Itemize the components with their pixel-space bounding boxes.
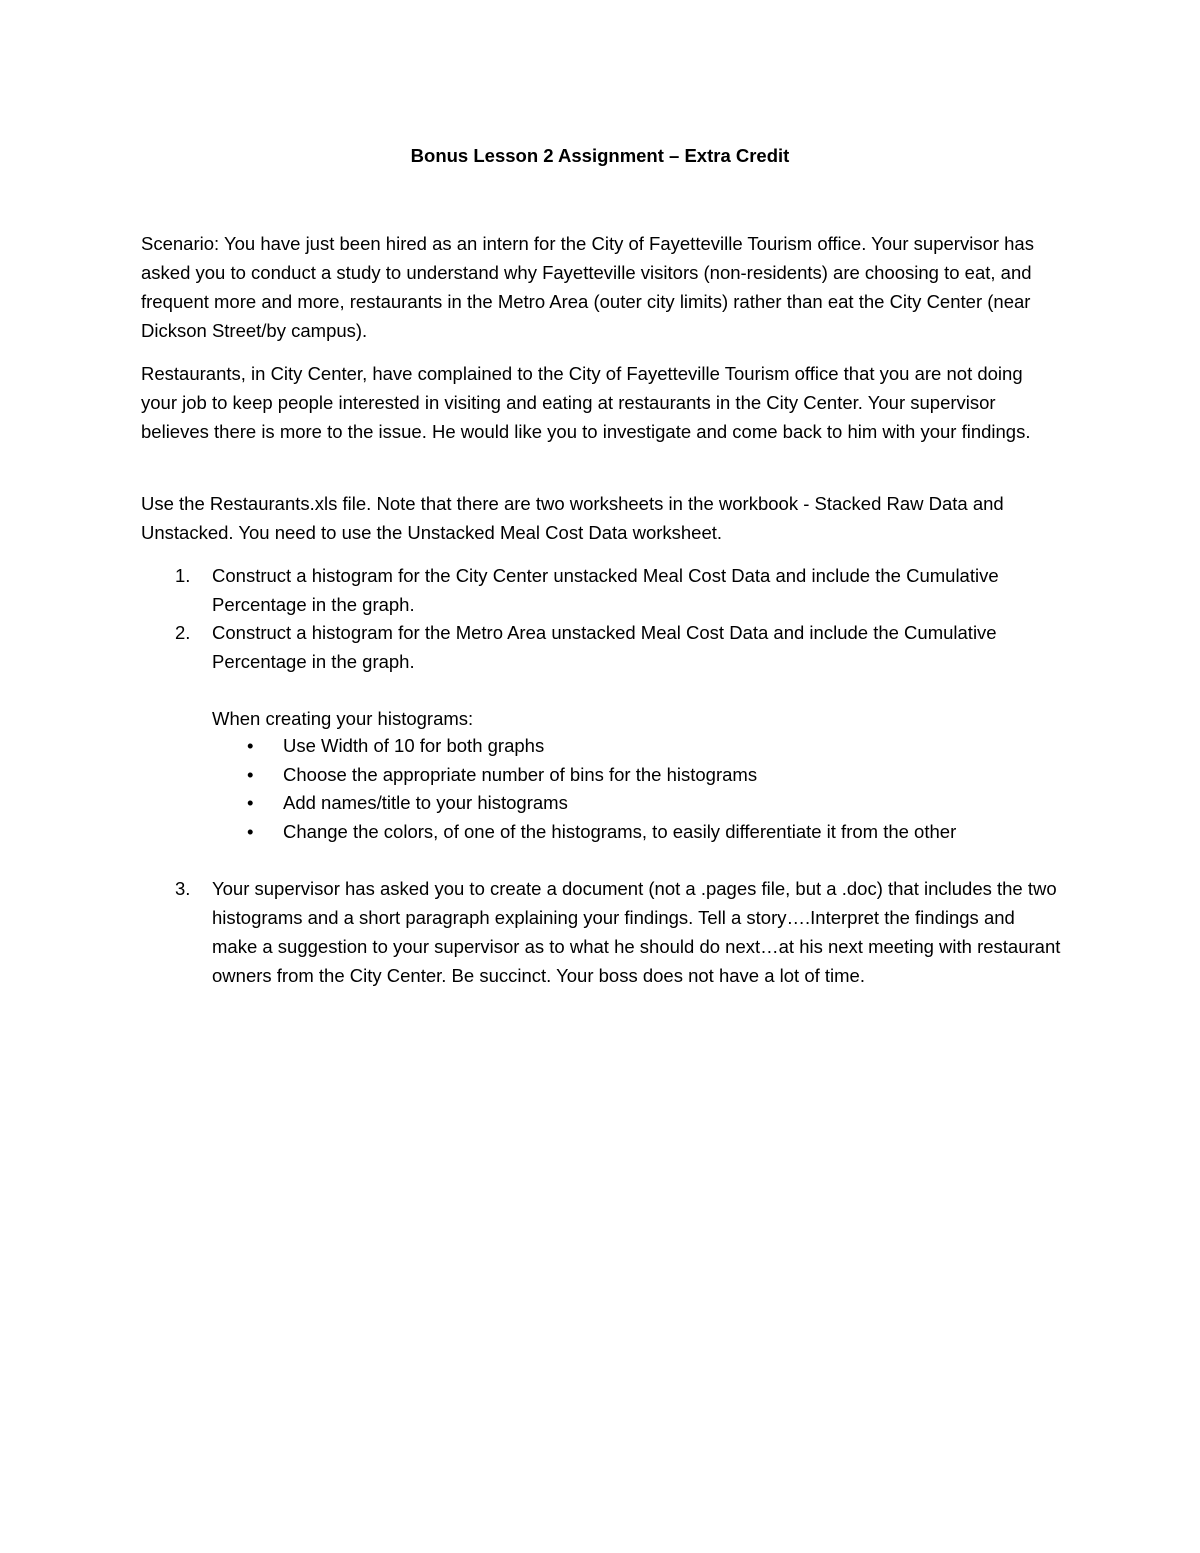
paragraph-text: Scenario: You have just been hired as an intern for the City of Fayetteville Tourism office. Your supervisor has asked you to conduct a study to understand why Fayetteville visitors (non-residents) are choosing to eat, and frequent more and more, restaurants in the Metro Area (outer city limits) rather than eat the City Center (near Dickson Street/by campus). [141,233,1034,341]
bullet-item [212,818,1072,847]
bullet-list [212,732,1072,846]
instructions-paragraph [141,489,1061,547]
list-number: 2. [175,622,191,643]
bullet-icon: • [247,820,254,842]
list-item-text: Your supervisor has asked you to create a document (not a .pages file, but a .doc) that includes the two histograms and a short paragraph explaining your findings. Tell a story….Interpret the findings and make a suggestion to your supervisor as to what he should do next…at his next meeting with restaurant owners from the City Center. Be succinct. Your boss does not have a lot of time. [212,878,1061,986]
list-item [141,618,1061,676]
bullet-text: Add names/title to your histograms [283,792,568,813]
bullet-text: Change the colors, of one of the histograms, to easily differentiate it from the other [283,820,957,842]
bullet-text: Choose the appropriate number of bins for the histograms [283,763,758,785]
numbered-list-item [141,874,1061,990]
list-item-text: Construct a histogram for the Metro Area unstacked Meal Cost Data and include the Cumulative Percentage in the graph. [212,622,997,672]
document-title: Bonus Lesson 2 Assignment – Extra Credit [410,145,790,166]
bullet-icon: • [247,735,254,756]
bullet-icon: • [247,792,254,813]
bullet-item [212,761,1072,790]
list-item [141,561,1061,619]
bullet-text: Use Width of 10 for both graphs [283,735,545,756]
complaint-paragraph [141,359,1061,446]
numbered-list-item [141,618,1061,676]
histogram-intro: When creating your histograms: [212,708,474,729]
list-item [141,874,1061,990]
numbered-list-item [141,561,1061,619]
paragraph-text: Use the Restaurants.xls file. Note that there are two worksheets in the workbook - Stacked Raw Data and Unstacked. You need to use the Unstacked Meal Cost Data worksheet. [141,493,1004,543]
bullet-item [212,732,1072,761]
bullet-item [212,789,1072,818]
paragraph-text: Restaurants, in City Center, have complained to the City of Fayetteville Tourism office that you are not doing your job to keep people interested in visiting and eating at restaurants in the City Center. Your supervisor believes there is more to the issue. He would like you to investigate and come back to him with your findings. [141,363,1031,442]
list-number: 3. [175,878,191,899]
scenario-paragraph [141,229,1061,345]
list-item-text: Construct a histogram for the City Center unstacked Meal Cost Data and include the Cumulative Percentage in the graph. [212,565,999,615]
list-number: 1. [175,565,191,586]
bullet-icon: • [247,763,254,785]
